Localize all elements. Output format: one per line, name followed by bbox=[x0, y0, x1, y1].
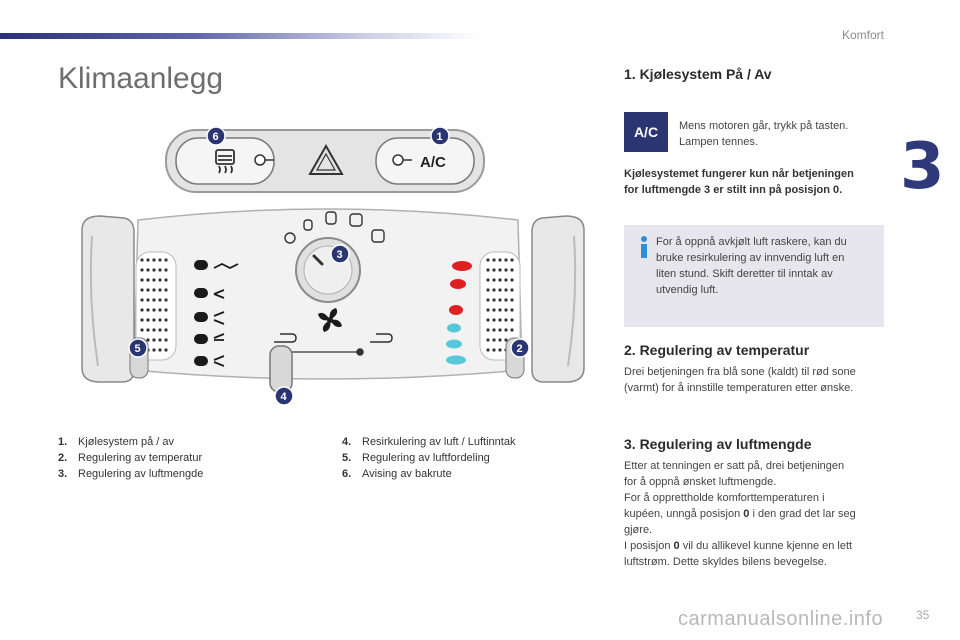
svg-text:4: 4 bbox=[280, 391, 287, 403]
section-1-note: Kjølesystemet fungerer kun når betjeningen for luftmengde 3 er stilt inn på posisjon 0. bbox=[624, 168, 854, 196]
indicator-lamp-right bbox=[393, 155, 403, 165]
svg-text:3: 3 bbox=[336, 249, 343, 261]
section-1-text: Mens motoren går, trykk på tasten. Lampen tennes. bbox=[679, 120, 849, 148]
control-panel-illustration bbox=[78, 120, 588, 420]
callout-6 bbox=[207, 127, 225, 145]
indicator-lamp-left bbox=[255, 155, 265, 165]
legend-item: 3. Regulering av luftmengde bbox=[58, 468, 204, 480]
legend-item: 1. Kjølesystem på / av bbox=[58, 436, 174, 448]
legend-item: 4. Resirkulering av luft / Luftinntak bbox=[342, 436, 516, 448]
header-bar bbox=[0, 33, 480, 39]
callout-4 bbox=[275, 387, 293, 405]
section-2-heading: 2. Regulering av temperatur bbox=[624, 342, 810, 358]
svg-text:1: 1 bbox=[436, 131, 443, 143]
watermark: carmanualsonline.info bbox=[678, 608, 884, 630]
info-box bbox=[624, 225, 884, 327]
section-3-text: Etter at tenningen er satt på, drei betjeningen for å oppnå ønsket luftmengde. For å opprettholde komforttemperaturen i kupéen, unngå posisjon 0 i den grad det lar seg gjøre. I posisjon 0 vil du allikevel kunne kjenne en lett luftstrøm. Dette skyldes bilens bevegelse. bbox=[624, 460, 856, 568]
ac-button-label: A/C bbox=[420, 154, 446, 171]
section-name: Komfort bbox=[841, 28, 884, 42]
page-number: 35 bbox=[916, 608, 930, 622]
legend-item: 6. Avising av bakrute bbox=[342, 468, 452, 480]
callout-1 bbox=[431, 127, 449, 145]
section-1-heading: 1. Kjølesystem På / Av bbox=[624, 66, 772, 82]
svg-text:5: 5 bbox=[134, 343, 141, 355]
section-2-text: Drei betjeningen fra blå sone (kaldt) til rød sone (varmt) for å innstille temperaturen etter ønske. bbox=[624, 366, 856, 394]
svg-text:6: 6 bbox=[212, 131, 219, 143]
chapter-number: 3 bbox=[900, 130, 943, 204]
airflow-rotary-knob bbox=[296, 238, 360, 302]
callout-3 bbox=[331, 245, 349, 263]
legend-item: 5. Regulering av luftfordeling bbox=[342, 452, 490, 464]
section-3-heading: 3. Regulering av luftmengde bbox=[624, 436, 812, 452]
legend-item: 2. Regulering av temperatur bbox=[58, 452, 203, 464]
callout-5 bbox=[129, 339, 147, 357]
svg-text:2: 2 bbox=[516, 343, 523, 355]
callout-2 bbox=[511, 339, 529, 357]
legend-left bbox=[58, 434, 203, 482]
info-text: For å oppnå avkjølt luft raskere, kan du bruke resirkulering av innvendig luft en liten stund. Skift deretter til inntak av utvendig luft. bbox=[656, 236, 847, 296]
info-icon bbox=[638, 236, 650, 258]
legend-right bbox=[342, 434, 515, 482]
page-title: Klimaanlegg bbox=[58, 62, 224, 95]
ac-key-icon: A/C bbox=[624, 112, 668, 152]
